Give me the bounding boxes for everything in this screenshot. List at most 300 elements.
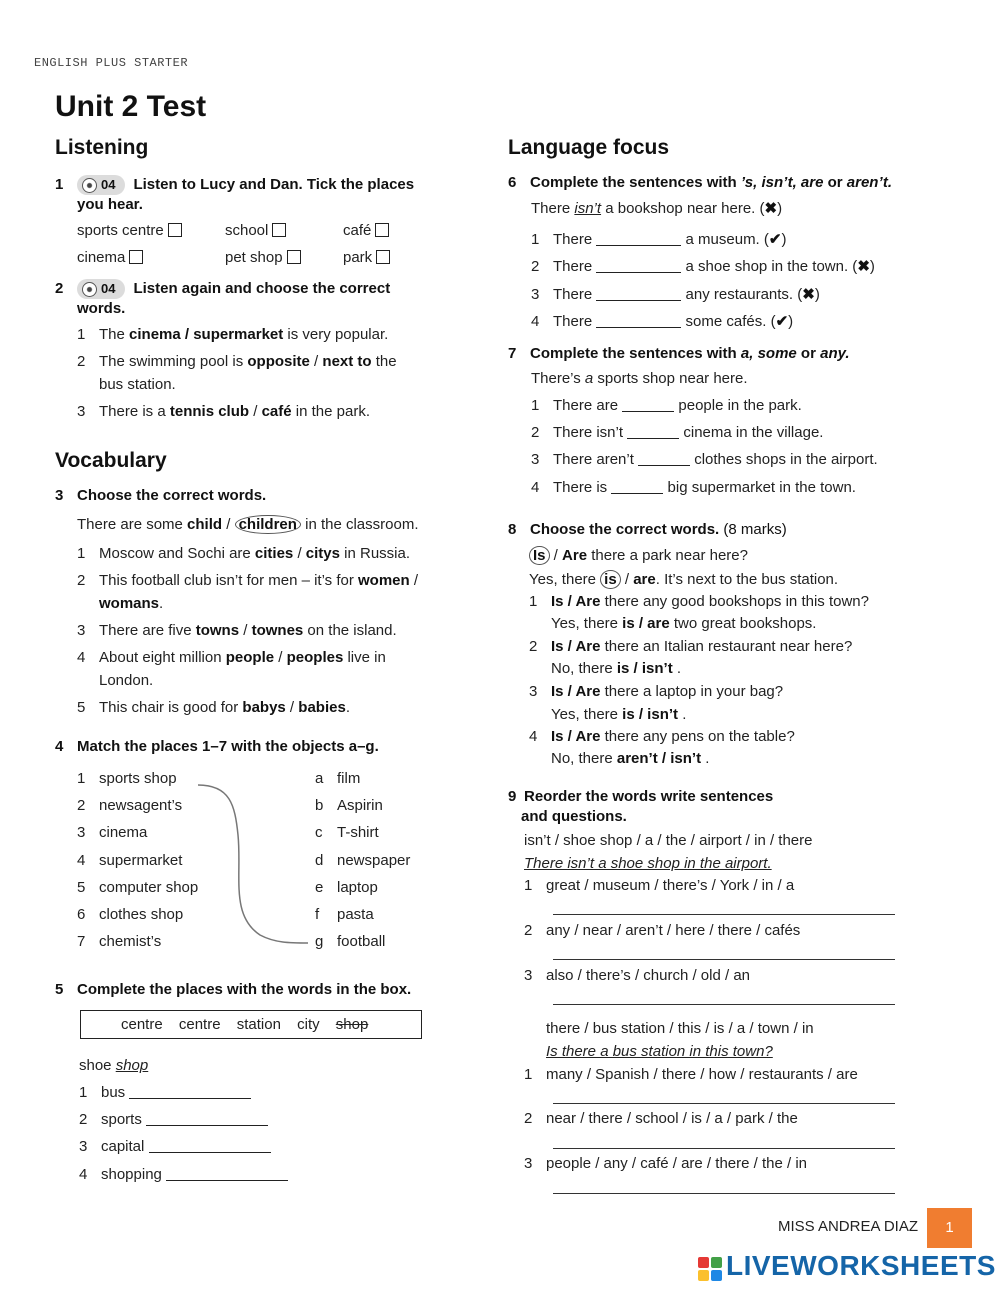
q9-item (524, 922, 800, 939)
choice-option[interactable]: café (261, 403, 292, 420)
q4-instruction (55, 738, 379, 755)
q8-answer (551, 706, 686, 723)
q2-item-cont: bus station. (99, 376, 176, 393)
item-text: any / near / aren’t / here / there / cafés (546, 922, 801, 939)
q8-text: Choose the correct words. (530, 521, 720, 538)
q1-text: Listen to Lucy and Dan. Tick the places (133, 176, 415, 193)
item-letter: e (315, 879, 324, 896)
q5-text: Complete the places with the words in the box. (77, 981, 412, 998)
check-icon: ✔ (768, 231, 782, 248)
item-text: There are some (77, 516, 188, 533)
item-text: sports shop (99, 770, 177, 787)
tick-box[interactable] (272, 223, 286, 237)
q3-item (77, 545, 410, 562)
item-text: also / there’s / church / old / an (546, 967, 751, 984)
q7-number: 7 (508, 345, 517, 362)
item-number: 4 (77, 852, 86, 869)
q2-item (77, 403, 370, 420)
item-text: clothes shops in the airport. (694, 451, 878, 468)
q2-text: Listen again and choose the correct (133, 280, 391, 297)
item-text: There aren’t (553, 451, 634, 468)
q8-number: 8 (508, 521, 517, 538)
item-text: There (553, 286, 593, 303)
choice-option[interactable]: cities (254, 545, 294, 562)
item-text: There’s (531, 370, 585, 387)
item-text: ) (814, 286, 820, 303)
item-text: people / any / café / are / there / the / in (546, 1155, 807, 1172)
item-text: / (249, 403, 262, 420)
item-number: 2 (77, 797, 86, 814)
item-text: clothes shop (99, 906, 184, 923)
q6-instruction (508, 174, 892, 191)
liveworksheets-logo-icon (698, 1257, 722, 1281)
choice-option[interactable]: is / are (622, 615, 670, 632)
q9-number: 9 (508, 788, 517, 805)
q4-text: Match the places 1–7 with the objects a–g. (77, 738, 379, 755)
item-number: 3 (524, 1155, 533, 1172)
item-number: 2 (524, 1110, 533, 1127)
q5-item (79, 1138, 271, 1155)
item-number: 2 (77, 572, 86, 589)
choice-option[interactable]: Is / Are (551, 638, 601, 655)
tick-box[interactable] (168, 223, 182, 237)
item-text: . (678, 706, 687, 723)
item-text: sports shop near here. (593, 370, 748, 387)
q7-text: a, some (740, 345, 797, 362)
q7-example (531, 370, 748, 387)
item-number: 4 (531, 313, 540, 330)
item-text: There is a (99, 403, 170, 420)
item-letter: a (315, 770, 324, 787)
q1-place (225, 249, 301, 266)
item-text: capital (101, 1138, 145, 1155)
item-text: . It’s next to the bus station. (655, 571, 839, 588)
example-answer: There isn’t a shoe shop in the airport. (524, 855, 772, 872)
q5-example (79, 1057, 148, 1074)
choice-option[interactable]: townes (251, 622, 304, 639)
cd-icon (77, 279, 125, 299)
choice-option[interactable]: towns (195, 622, 240, 639)
q1-place (343, 222, 389, 239)
answer-line[interactable] (553, 959, 895, 960)
place-label: cinema (77, 249, 126, 266)
q7-text: any. (820, 345, 850, 362)
item-text: Yes, there (551, 615, 623, 632)
q2-instruction-2: words. (77, 300, 126, 317)
q5-instruction (55, 981, 411, 998)
choice-option[interactable]: Is / Are (551, 683, 601, 700)
cross-icon: ✖ (857, 258, 870, 275)
place-label: café (343, 222, 372, 239)
item-number: 1 (531, 397, 540, 414)
section-listening: Listening (55, 136, 149, 159)
item-text: people in the park. (678, 397, 802, 414)
item-number: 3 (77, 403, 86, 420)
answer-blank[interactable] (596, 259, 681, 273)
q1-place (77, 249, 143, 266)
item-number: 1 (524, 877, 533, 894)
item-text: there an Italian restaurant near here? (600, 638, 853, 655)
item-number: 1 (77, 326, 86, 343)
answer-line[interactable] (553, 1193, 895, 1194)
match-left-item[interactable] (77, 933, 161, 950)
q6-text: ’s, isn’t, are (740, 174, 824, 191)
item-text: a shoe shop in the town. ( (685, 258, 858, 275)
item-number: 4 (529, 728, 538, 745)
item-text: / (293, 545, 306, 562)
item-number: 4 (77, 649, 86, 666)
answer-blank[interactable] (638, 452, 690, 466)
item-text: / (222, 516, 235, 533)
q6-number: 6 (508, 174, 517, 191)
q3-item (77, 572, 418, 589)
item-text: Yes, there (529, 571, 601, 588)
q8-item (529, 593, 869, 610)
item-text: pasta (337, 906, 374, 923)
q3-instruction (55, 487, 266, 504)
q6-item (531, 257, 875, 275)
item-text: chemist’s (99, 933, 162, 950)
cross-icon: ✖ (764, 200, 778, 217)
q6-text: Complete the sentences with (530, 174, 741, 191)
item-text: There are five (99, 622, 196, 639)
item-text: computer shop (99, 879, 199, 896)
item-text: cinema in the village. (683, 424, 824, 441)
answer-blank[interactable] (149, 1139, 271, 1153)
item-letter: b (315, 797, 324, 814)
tick-box[interactable] (375, 223, 389, 237)
answer-blank[interactable] (622, 398, 674, 412)
item-text: About eight million (99, 649, 226, 666)
q4-number: 4 (55, 738, 64, 755)
answer-blank[interactable] (129, 1085, 251, 1099)
item-number: 2 (524, 922, 533, 939)
item-letter: f (315, 906, 320, 923)
item-text: There are (553, 397, 619, 414)
item-text: near / there / school / is / a / park / the (546, 1110, 798, 1127)
item-text: some cafés. ( (685, 313, 776, 330)
box-word: station (236, 1016, 281, 1033)
q2-number: 2 (55, 280, 64, 297)
answer-blank[interactable] (166, 1167, 288, 1181)
item-number: 2 (531, 258, 540, 275)
q7-item (531, 397, 802, 414)
item-text: in the classroom. (300, 516, 419, 533)
item-number: 3 (531, 451, 540, 468)
q5-number: 5 (55, 981, 64, 998)
item-text: on the island. (303, 622, 397, 639)
tick-box[interactable] (376, 250, 390, 264)
section-vocabulary: Vocabulary (55, 449, 167, 472)
q9-text: Reorder the words write sentences (524, 788, 774, 805)
match-left-item[interactable] (77, 797, 182, 814)
item-text: / (309, 353, 323, 370)
item-number: 1 (79, 1084, 88, 1101)
q2-instruction (55, 279, 390, 299)
item-number: 1 (524, 1066, 533, 1083)
q8-answer (551, 660, 681, 677)
choice-option[interactable]: womans (99, 595, 160, 612)
circled-answer: children (235, 515, 301, 534)
item-text: Aspirin (337, 797, 383, 814)
q6-item (531, 230, 786, 248)
q9-instruction (508, 788, 773, 805)
item-text: There is (553, 479, 608, 496)
answer-blank[interactable] (627, 425, 679, 439)
q6-text: aren’t. (846, 174, 893, 191)
q6-example (531, 199, 782, 217)
q6-text: or (823, 174, 847, 191)
item-text: . (701, 750, 710, 767)
item-text: football (337, 933, 386, 950)
item-text: The swimming pool is (99, 353, 248, 370)
item-text: bus (101, 1084, 126, 1101)
answer-blank[interactable] (611, 480, 663, 494)
item-number: 3 (531, 286, 540, 303)
example-answer: Is there a bus station in this town? (546, 1043, 773, 1060)
item-text: T-shirt (337, 824, 379, 841)
answer-line[interactable] (553, 1004, 895, 1005)
match-right-item[interactable] (315, 906, 374, 923)
item-text: This chair is good for (99, 699, 243, 716)
answer-blank[interactable] (596, 287, 681, 301)
choice-option[interactable]: Is / Are (551, 593, 601, 610)
choice-option[interactable]: babies (298, 699, 346, 716)
match-right-item[interactable] (315, 879, 378, 896)
q3-number: 3 (55, 487, 64, 504)
item-text: . (345, 699, 350, 716)
choice-option: are (633, 571, 656, 588)
q5-item (79, 1084, 251, 1101)
choice-option[interactable]: next to (322, 353, 372, 370)
item-number: 1 (77, 770, 86, 787)
item-number: 2 (529, 638, 538, 655)
item-text: This football club isn’t for men – it’s for (99, 572, 358, 589)
choice-option[interactable]: citys (305, 545, 340, 562)
match-left-item[interactable] (77, 824, 147, 841)
item-text: newspaper (337, 852, 411, 869)
item-text: laptop (337, 879, 378, 896)
q5-item (79, 1111, 268, 1128)
q8-answer (551, 750, 709, 767)
item-text: live in (343, 649, 386, 666)
q3-example (77, 516, 418, 533)
item-letter: c (315, 824, 323, 841)
q9-item (524, 1155, 807, 1172)
item-text: shopping (101, 1166, 162, 1183)
match-right-item[interactable] (315, 824, 379, 841)
item-text: two great bookshops. (669, 615, 817, 632)
item-text: in the park. (291, 403, 370, 420)
answer-blank[interactable] (596, 232, 681, 246)
item-text: there any good bookshops in this town? (600, 593, 869, 610)
answer-line[interactable] (553, 1103, 895, 1104)
choice-option[interactable]: aren’t / isn’t (616, 750, 702, 767)
choice-option[interactable]: is / isn’t (622, 706, 679, 723)
q8-marks: (8 marks) (723, 521, 787, 538)
choice-option[interactable]: Is / Are (551, 728, 601, 745)
item-number: 1 (77, 545, 86, 562)
item-text: No, there (551, 660, 617, 677)
q5-item (79, 1166, 288, 1183)
item-text: any restaurants. ( (685, 286, 803, 303)
q6-item (531, 312, 793, 330)
q7-item (531, 451, 878, 468)
item-text: is very popular. (283, 326, 389, 343)
item-number: 1 (529, 593, 538, 610)
item-text: great / museum / there’s / York / in / a (546, 877, 795, 894)
q7-text: Complete the sentences with (530, 345, 741, 362)
choice-option[interactable]: people (225, 649, 275, 666)
match-left-item[interactable] (77, 879, 198, 896)
q8-instruction (508, 521, 787, 538)
circled-answer: is (600, 570, 621, 589)
tick-box[interactable] (129, 250, 143, 264)
match-left-item[interactable] (77, 770, 177, 787)
item-text: There (553, 313, 593, 330)
item-number: 2 (79, 1111, 88, 1128)
item-number: 5 (77, 879, 86, 896)
page-title: Unit 2 Test (55, 90, 207, 123)
item-text: big supermarket in the town. (667, 479, 856, 496)
item-text: in Russia. (340, 545, 411, 562)
example-answer: isn’t (574, 200, 602, 217)
item-text: / (274, 649, 287, 666)
place-label: sports centre (77, 222, 164, 239)
item-text: Moscow and Sochi are (99, 545, 255, 562)
item-text: cinema (99, 824, 148, 841)
box-word: centre (121, 1016, 163, 1033)
q9-example-answer (546, 1043, 773, 1060)
page-number-badge: 1 (927, 1208, 972, 1248)
answer-blank[interactable] (596, 314, 681, 328)
item-text: a museum. ( (685, 231, 769, 248)
q3-item (77, 649, 386, 666)
match-line (190, 775, 315, 950)
choice-option[interactable]: opposite (247, 353, 310, 370)
answer-line[interactable] (553, 914, 895, 915)
author-name: MISS ANDREA DIAZ (777, 1218, 918, 1235)
choice-option[interactable]: is / isn’t (616, 660, 673, 677)
tick-box[interactable] (287, 250, 301, 264)
match-left-item[interactable] (77, 906, 183, 923)
liveworksheets-brand[interactable]: LIVEWORKSHEETS (726, 1250, 996, 1281)
item-text: the (371, 353, 397, 370)
choice-option: child (187, 516, 223, 533)
q7-instruction (508, 345, 850, 362)
item-text: . (159, 595, 164, 612)
box-word: centre (178, 1016, 221, 1033)
item-number: 4 (531, 479, 540, 496)
q1-instruction (55, 175, 414, 195)
item-text: There (531, 200, 575, 217)
item-number: 3 (79, 1138, 88, 1155)
item-text: shoe (79, 1057, 116, 1074)
q1-number: 1 (55, 176, 64, 193)
item-text: There isn’t (553, 424, 624, 441)
item-text: supermarket (99, 852, 183, 869)
place-label: school (225, 222, 269, 239)
item-text: sports (101, 1111, 142, 1128)
item-text: There (553, 231, 593, 248)
item-number: 2 (531, 424, 540, 441)
item-number: 3 (529, 683, 538, 700)
q3-text: Choose the correct words. (77, 487, 267, 504)
item-text: ) (788, 313, 794, 330)
place-label: pet shop (225, 249, 283, 266)
q9-instruction-2: and questions. (521, 808, 627, 825)
item-text: / (285, 699, 299, 716)
match-right-item[interactable] (315, 933, 385, 950)
box-word: city (297, 1016, 320, 1033)
q8-item (529, 638, 852, 655)
item-text: There (553, 258, 593, 275)
item-number: 3 (77, 622, 86, 639)
q3-item-cont: London. (99, 672, 154, 689)
q1-place (343, 249, 390, 266)
item-text: there a park near here? (587, 547, 748, 564)
choice-option[interactable]: tennis club (169, 403, 250, 420)
item-number: 6 (77, 906, 86, 923)
q9-item (524, 877, 794, 894)
item-text: The (99, 326, 130, 343)
word-box (80, 1010, 422, 1039)
answer-line[interactable] (553, 1148, 895, 1149)
q8-answer (551, 615, 816, 632)
item-text: there a laptop in your bag? (600, 683, 784, 700)
answer-blank[interactable] (146, 1112, 268, 1126)
q7-item (531, 479, 856, 496)
item-text: ) (777, 200, 783, 217)
item-text: No, there (551, 750, 617, 767)
q2-item (77, 353, 397, 370)
section-language-focus: Language focus (508, 136, 670, 159)
item-text: there any pens on the table? (600, 728, 795, 745)
header-series: ENGLISH PLUS STARTER (34, 56, 189, 70)
choice-option[interactable]: women (358, 572, 410, 589)
item-text: newsagent’s (99, 797, 183, 814)
box-word-used: shop (335, 1016, 369, 1033)
match-right-item[interactable] (315, 770, 360, 787)
q9-item (524, 1066, 858, 1083)
q1-place (225, 222, 286, 239)
choice-option[interactable]: cinema / supermarket (129, 326, 284, 343)
match-right-item[interactable] (315, 797, 383, 814)
q1-instruction-2: you hear. (77, 196, 143, 213)
item-number: 4 (79, 1166, 88, 1183)
cd-icon (77, 175, 125, 195)
match-left-item[interactable] (77, 852, 182, 869)
item-number: 1 (531, 231, 540, 248)
choice-option[interactable]: babys (242, 699, 286, 716)
q2-item (77, 326, 388, 343)
item-letter: d (315, 852, 324, 869)
q1-place (77, 222, 182, 239)
item-text: / (620, 571, 634, 588)
match-right-item[interactable] (315, 852, 410, 869)
q8-item (529, 728, 795, 745)
item-letter: g (315, 933, 324, 950)
example-answer: shop (115, 1057, 149, 1074)
item-text: . (672, 660, 682, 677)
check-icon: ✔ (775, 313, 789, 330)
q9-example-words: isn’t / shoe shop / a / the / airport / in / there (524, 832, 813, 849)
q6-item (531, 285, 820, 303)
place-label: park (343, 249, 373, 266)
choice-option[interactable]: peoples (286, 649, 344, 666)
item-text: Yes, there (551, 706, 623, 723)
item-text: many / Spanish / there / how / restaurants / are (546, 1066, 858, 1083)
